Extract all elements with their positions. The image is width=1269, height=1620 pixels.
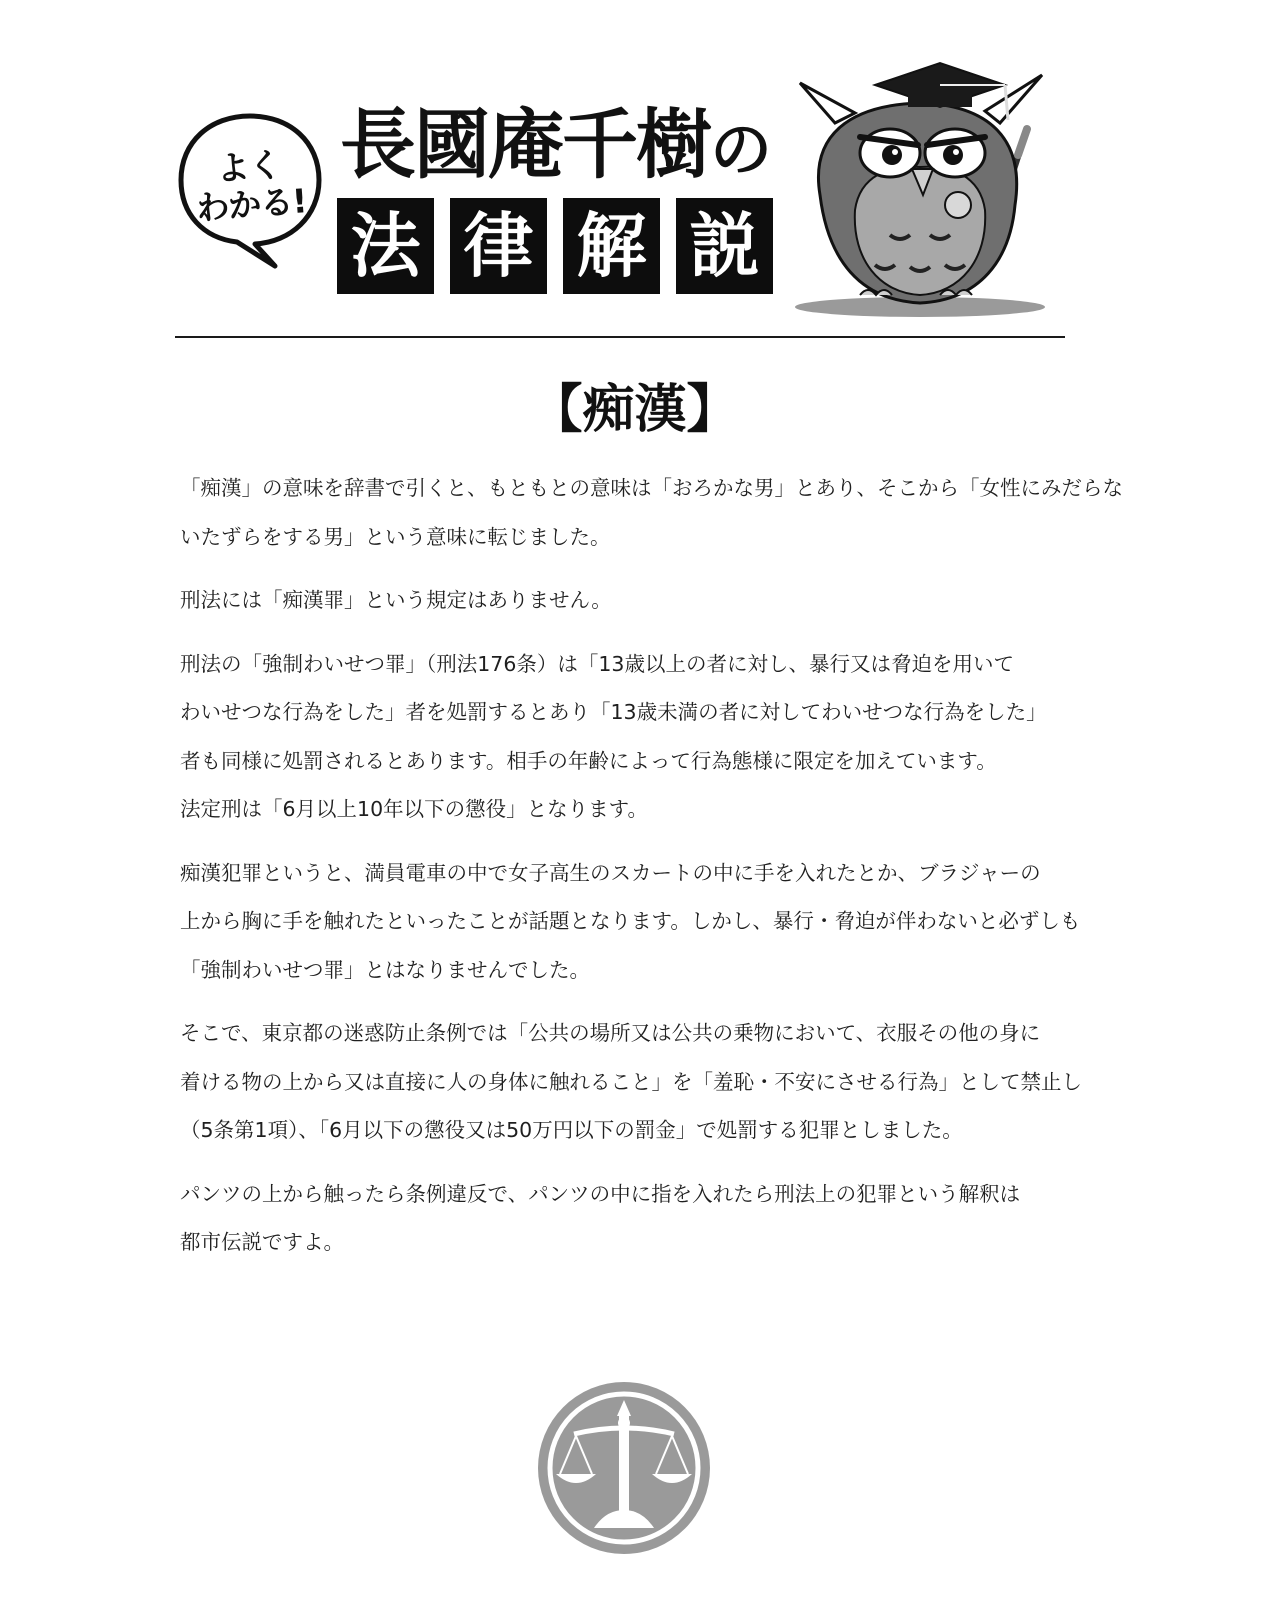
paragraph-3 — [180, 640, 1065, 834]
paragraph-line: 刑法には「痴漢罪」という規定はありません。 — [180, 588, 612, 612]
author-name: 長國庵千樹 — [340, 100, 710, 189]
paragraph-line: パンツの上から触ったら条例違反で、パンツの中に指を入れたら刑法上の犯罪という解釈は — [180, 1181, 1021, 1206]
paragraph-line: 「痴漢」の意味を辞書で引くと、もともとの意味は「おろかな男」とあり、そこから「女性にみだらな — [180, 476, 1123, 500]
header-divider — [175, 336, 1065, 338]
bubble-text — [173, 143, 328, 229]
article-body — [180, 464, 1123, 1282]
title-particle: の — [710, 113, 771, 186]
paragraph-line: 着ける物の上から又は直接に人の身体に触れること」を「羞恥・不安にさせる行為」として禁止し — [180, 1069, 1082, 1094]
paragraph-line: 上から胸に手を触れたといったことが話題となります。しかし、暴行・脅迫が伴わないと必ずしも — [180, 909, 1081, 933]
paragraph-line: 刑法の「強制わいせつ罪」（刑法176条）は「13歳以上の者に対し、暴行又は脅迫を用いて — [180, 651, 1014, 676]
title-box-4: 説 — [676, 198, 773, 294]
paragraph-line: わいせつな行為をした」者を処罰するとあり「13歳未満の者に対してわいせつな行為をした」 — [180, 700, 1047, 724]
paragraph-line: 「強制わいせつ罪」とはなりませんでした。 — [180, 957, 590, 982]
paragraph-4 — [180, 849, 1081, 995]
page-header — [175, 40, 1065, 340]
paragraph-1 — [180, 464, 1123, 561]
title-box-2: 律 — [450, 198, 547, 294]
bubble-line-1: よく — [215, 144, 282, 189]
speech-bubble — [175, 110, 325, 260]
paragraph-line: そこで、東京都の迷惑防止条例では「公共の場所又は公共の乗物において、衣服その他の身に — [180, 1021, 1041, 1045]
article-title: 【痴漢】 — [530, 380, 739, 440]
series-title — [340, 100, 770, 195]
paragraph-5 — [180, 1009, 1082, 1155]
paragraph-line: （5条第1項）、「6月以下の懲役又は50万円以下の罰金」で処罰する犯罪としました。 — [180, 1118, 963, 1142]
title-box-3: 解 — [563, 198, 660, 294]
paragraph-line: 痴漢犯罪というと、満員電車の中で女子高生のスカートの中に手を入れたとか、ブラジャーの — [180, 860, 1041, 885]
owl-professor-icon — [780, 45, 1060, 325]
title-box-1: 法 — [337, 198, 434, 294]
paragraph-line: 者も同様に処罰されるとあります。相手の年齢によって行為態様に限定を加えています。 — [180, 748, 997, 773]
scales-of-justice-icon — [534, 1378, 714, 1558]
paragraph-6 — [180, 1170, 1065, 1267]
paragraph-2 — [180, 576, 1065, 625]
paragraph-line: いたずらをする男」という意味に転じました。 — [180, 524, 611, 549]
bubble-line-2: わかる! — [195, 181, 308, 228]
title-boxes — [337, 198, 773, 294]
paragraph-line: 都市伝説ですよ。 — [180, 1230, 344, 1254]
paragraph-line: 法定刑は「6月以上10年以下の懲役」となります。 — [180, 797, 648, 821]
